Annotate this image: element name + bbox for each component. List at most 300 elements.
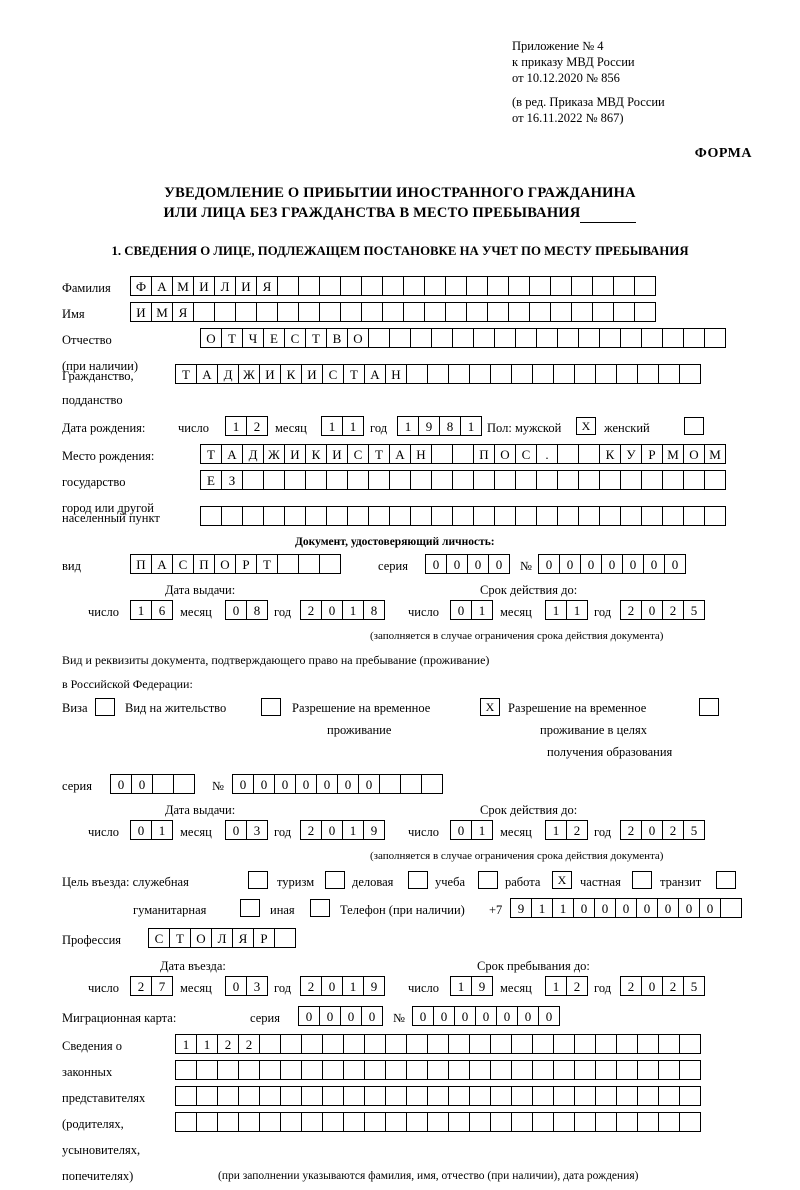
- form-cell[interactable]: [641, 470, 663, 490]
- permit-issue-month-cells[interactable]: [225, 820, 267, 840]
- form-cell[interactable]: [284, 470, 306, 490]
- form-cell[interactable]: 1: [397, 416, 419, 436]
- form-cell[interactable]: О: [214, 554, 236, 574]
- form-cell[interactable]: Н: [385, 364, 407, 384]
- form-cell[interactable]: [553, 1086, 575, 1106]
- form-cell[interactable]: Е: [263, 328, 285, 348]
- name-cells[interactable]: [130, 302, 655, 322]
- surname-cells[interactable]: [130, 276, 655, 296]
- form-cell[interactable]: [305, 470, 327, 490]
- form-cell[interactable]: 1: [342, 600, 364, 620]
- form-cell[interactable]: [427, 1060, 449, 1080]
- form-cell[interactable]: 1: [342, 416, 364, 436]
- form-cell[interactable]: [553, 364, 575, 384]
- form-cell[interactable]: 1: [342, 820, 364, 840]
- form-cell[interactable]: [578, 470, 600, 490]
- form-cell[interactable]: [389, 506, 411, 526]
- form-cell[interactable]: [599, 506, 621, 526]
- form-cell[interactable]: [221, 506, 243, 526]
- form-cell[interactable]: [368, 506, 390, 526]
- form-cell[interactable]: 1: [545, 820, 567, 840]
- legal-rep-row-4[interactable]: [175, 1112, 700, 1132]
- stay-month-cells[interactable]: [545, 976, 587, 996]
- form-cell[interactable]: Ж: [263, 444, 285, 464]
- form-cell[interactable]: [487, 276, 509, 296]
- form-cell[interactable]: 1: [196, 1034, 218, 1054]
- form-cell[interactable]: И: [193, 276, 215, 296]
- form-cell[interactable]: [578, 506, 600, 526]
- form-cell[interactable]: [515, 470, 537, 490]
- form-cell[interactable]: [536, 506, 558, 526]
- form-cell[interactable]: 0: [425, 554, 447, 574]
- form-cell[interactable]: [469, 1086, 491, 1106]
- form-cell[interactable]: [322, 1060, 344, 1080]
- form-cell[interactable]: 0: [321, 600, 343, 620]
- form-cell[interactable]: [473, 506, 495, 526]
- temp-residence-checkbox[interactable]: X: [480, 698, 500, 716]
- legal-rep-row-3[interactable]: [175, 1086, 700, 1106]
- form-cell[interactable]: [301, 1034, 323, 1054]
- form-cell[interactable]: [301, 1086, 323, 1106]
- form-cell[interactable]: [340, 276, 362, 296]
- form-cell[interactable]: [658, 1060, 680, 1080]
- form-cell[interactable]: [490, 1112, 512, 1132]
- form-cell[interactable]: [658, 1112, 680, 1132]
- form-cell[interactable]: [242, 506, 264, 526]
- form-cell[interactable]: 0: [295, 774, 317, 794]
- form-cell[interactable]: 2: [300, 820, 322, 840]
- form-cell[interactable]: [385, 1086, 407, 1106]
- visa-checkbox[interactable]: [95, 698, 115, 716]
- form-cell[interactable]: [217, 1060, 239, 1080]
- form-cell[interactable]: [322, 1112, 344, 1132]
- form-cell[interactable]: [469, 364, 491, 384]
- form-cell[interactable]: [511, 1112, 533, 1132]
- form-cell[interactable]: [452, 470, 474, 490]
- form-cell[interactable]: 5: [683, 976, 705, 996]
- form-cell[interactable]: [473, 470, 495, 490]
- residence-permit-checkbox[interactable]: [261, 698, 281, 716]
- form-cell[interactable]: [427, 1112, 449, 1132]
- form-cell[interactable]: 0: [657, 898, 679, 918]
- form-cell[interactable]: [431, 506, 453, 526]
- form-cell[interactable]: [557, 328, 579, 348]
- form-cell[interactable]: [662, 328, 684, 348]
- migration-number-cells[interactable]: [412, 1006, 559, 1026]
- form-cell[interactable]: [152, 774, 174, 794]
- form-cell[interactable]: [361, 302, 383, 322]
- form-cell[interactable]: Я: [256, 276, 278, 296]
- form-cell[interactable]: 0: [321, 976, 343, 996]
- doc-kind-cells[interactable]: [130, 554, 340, 574]
- form-cell[interactable]: [326, 506, 348, 526]
- form-cell[interactable]: А: [221, 444, 243, 464]
- form-cell[interactable]: [406, 1034, 428, 1054]
- form-cell[interactable]: А: [151, 276, 173, 296]
- form-cell[interactable]: [385, 1060, 407, 1080]
- entry-year-cells[interactable]: [300, 976, 384, 996]
- form-cell[interactable]: 0: [450, 600, 472, 620]
- form-cell[interactable]: [720, 898, 742, 918]
- form-cell[interactable]: 0: [641, 600, 663, 620]
- form-cell[interactable]: У: [620, 444, 642, 464]
- form-cell[interactable]: [298, 554, 320, 574]
- form-cell[interactable]: Л: [214, 276, 236, 296]
- form-cell[interactable]: [238, 1112, 260, 1132]
- doc-issue-month-cells[interactable]: [225, 600, 267, 620]
- form-cell[interactable]: [641, 328, 663, 348]
- form-cell[interactable]: [578, 444, 600, 464]
- form-cell[interactable]: [448, 1060, 470, 1080]
- form-cell[interactable]: [620, 328, 642, 348]
- form-cell[interactable]: [616, 1112, 638, 1132]
- form-cell[interactable]: 0: [636, 898, 658, 918]
- form-cell[interactable]: [340, 302, 362, 322]
- form-cell[interactable]: 1: [450, 976, 472, 996]
- patronymic-cells[interactable]: [200, 328, 725, 348]
- form-cell[interactable]: 0: [225, 600, 247, 620]
- form-cell[interactable]: [511, 364, 533, 384]
- form-cell[interactable]: 9: [363, 976, 385, 996]
- form-cell[interactable]: 2: [662, 820, 684, 840]
- form-cell[interactable]: [445, 302, 467, 322]
- form-cell[interactable]: З: [221, 470, 243, 490]
- purpose-other-checkbox[interactable]: [310, 899, 330, 917]
- birth-month-cells[interactable]: [321, 416, 363, 436]
- form-cell[interactable]: Р: [641, 444, 663, 464]
- form-cell[interactable]: [259, 1060, 281, 1080]
- form-cell[interactable]: [620, 470, 642, 490]
- permit-issue-year-cells[interactable]: [300, 820, 384, 840]
- form-cell[interactable]: [196, 1086, 218, 1106]
- form-cell[interactable]: [679, 364, 701, 384]
- form-cell[interactable]: И: [259, 364, 281, 384]
- form-cell[interactable]: [196, 1060, 218, 1080]
- doc-valid-month-cells[interactable]: [545, 600, 587, 620]
- form-cell[interactable]: 3: [246, 820, 268, 840]
- form-cell[interactable]: [343, 1112, 365, 1132]
- form-cell[interactable]: [532, 364, 554, 384]
- form-cell[interactable]: 0: [110, 774, 132, 794]
- form-cell[interactable]: 0: [316, 774, 338, 794]
- form-cell[interactable]: К: [305, 444, 327, 464]
- form-cell[interactable]: [175, 1112, 197, 1132]
- form-cell[interactable]: М: [704, 444, 726, 464]
- form-cell[interactable]: [616, 364, 638, 384]
- form-cell[interactable]: [364, 1112, 386, 1132]
- form-cell[interactable]: [536, 470, 558, 490]
- permit-issue-day-cells[interactable]: [130, 820, 172, 840]
- legal-rep-row-2[interactable]: [175, 1060, 700, 1080]
- form-cell[interactable]: 2: [620, 600, 642, 620]
- form-cell[interactable]: [277, 276, 299, 296]
- form-cell[interactable]: 0: [517, 1006, 539, 1026]
- form-cell[interactable]: 5: [683, 600, 705, 620]
- form-cell[interactable]: [343, 1086, 365, 1106]
- form-cell[interactable]: [658, 1034, 680, 1054]
- form-cell[interactable]: [400, 774, 422, 794]
- form-cell[interactable]: 1: [471, 820, 493, 840]
- sex-male-checkbox[interactable]: X: [576, 417, 596, 435]
- form-cell[interactable]: [679, 1112, 701, 1132]
- form-cell[interactable]: [599, 470, 621, 490]
- form-cell[interactable]: [683, 328, 705, 348]
- form-cell[interactable]: [274, 928, 296, 948]
- form-cell[interactable]: 2: [246, 416, 268, 436]
- form-cell[interactable]: [403, 302, 425, 322]
- form-cell[interactable]: [494, 328, 516, 348]
- form-cell[interactable]: [301, 1112, 323, 1132]
- form-cell[interactable]: [410, 506, 432, 526]
- form-cell[interactable]: [532, 1112, 554, 1132]
- form-cell[interactable]: [298, 302, 320, 322]
- form-cell[interactable]: [679, 1086, 701, 1106]
- form-cell[interactable]: С: [347, 444, 369, 464]
- citizenship-cells[interactable]: [175, 364, 700, 384]
- form-cell[interactable]: [511, 1034, 533, 1054]
- form-cell[interactable]: 0: [622, 554, 644, 574]
- form-cell[interactable]: 8: [439, 416, 461, 436]
- purpose-tourism-checkbox[interactable]: [325, 871, 345, 889]
- form-cell[interactable]: 1: [225, 416, 247, 436]
- form-cell[interactable]: [319, 554, 341, 574]
- form-cell[interactable]: [595, 1112, 617, 1132]
- form-cell[interactable]: Н: [410, 444, 432, 464]
- form-cell[interactable]: 0: [319, 1006, 341, 1026]
- form-cell[interactable]: [452, 506, 474, 526]
- form-cell[interactable]: [532, 1086, 554, 1106]
- form-cell[interactable]: [553, 1112, 575, 1132]
- form-cell[interactable]: 0: [538, 554, 560, 574]
- birth-year-cells[interactable]: [397, 416, 481, 436]
- form-cell[interactable]: Р: [253, 928, 275, 948]
- form-cell[interactable]: И: [130, 302, 152, 322]
- form-cell[interactable]: [382, 302, 404, 322]
- form-cell[interactable]: [298, 276, 320, 296]
- form-cell[interactable]: М: [662, 444, 684, 464]
- form-cell[interactable]: 0: [496, 1006, 518, 1026]
- form-cell[interactable]: [557, 444, 579, 464]
- form-cell[interactable]: [343, 1034, 365, 1054]
- form-cell[interactable]: [634, 276, 656, 296]
- form-cell[interactable]: 0: [601, 554, 623, 574]
- form-cell[interactable]: [637, 1086, 659, 1106]
- form-cell[interactable]: [529, 276, 551, 296]
- form-cell[interactable]: 1: [321, 416, 343, 436]
- form-cell[interactable]: С: [284, 328, 306, 348]
- form-cell[interactable]: 2: [662, 976, 684, 996]
- form-cell[interactable]: П: [193, 554, 215, 574]
- form-cell[interactable]: Т: [169, 928, 191, 948]
- form-cell[interactable]: [280, 1112, 302, 1132]
- form-cell[interactable]: 1: [566, 600, 588, 620]
- form-cell[interactable]: [599, 328, 621, 348]
- doc-series-cells[interactable]: [425, 554, 509, 574]
- form-cell[interactable]: [508, 276, 530, 296]
- form-cell[interactable]: [571, 276, 593, 296]
- form-cell[interactable]: [406, 1086, 428, 1106]
- form-cell[interactable]: [238, 1060, 260, 1080]
- form-cell[interactable]: [452, 444, 474, 464]
- form-cell[interactable]: [595, 1060, 617, 1080]
- form-cell[interactable]: Т: [200, 444, 222, 464]
- purpose-service-checkbox[interactable]: [248, 871, 268, 889]
- form-cell[interactable]: 0: [488, 554, 510, 574]
- form-cell[interactable]: [469, 1112, 491, 1132]
- form-cell[interactable]: 2: [662, 600, 684, 620]
- form-cell[interactable]: [193, 302, 215, 322]
- form-cell[interactable]: М: [151, 302, 173, 322]
- form-cell[interactable]: [452, 328, 474, 348]
- form-cell[interactable]: Т: [343, 364, 365, 384]
- form-cell[interactable]: [595, 1034, 617, 1054]
- form-cell[interactable]: [427, 364, 449, 384]
- form-cell[interactable]: Т: [368, 444, 390, 464]
- form-cell[interactable]: [620, 506, 642, 526]
- stay-day-cells[interactable]: [450, 976, 492, 996]
- form-cell[interactable]: 8: [363, 600, 385, 620]
- form-cell[interactable]: [322, 1086, 344, 1106]
- form-cell[interactable]: [368, 470, 390, 490]
- form-cell[interactable]: [277, 302, 299, 322]
- form-cell[interactable]: [515, 506, 537, 526]
- form-cell[interactable]: [637, 1112, 659, 1132]
- form-cell[interactable]: 1: [531, 898, 553, 918]
- form-cell[interactable]: 0: [433, 1006, 455, 1026]
- form-cell[interactable]: [406, 1112, 428, 1132]
- doc-number-cells[interactable]: [538, 554, 685, 574]
- form-cell[interactable]: [553, 1034, 575, 1054]
- form-cell[interactable]: 8: [246, 600, 268, 620]
- form-cell[interactable]: 2: [238, 1034, 260, 1054]
- form-cell[interactable]: [427, 1034, 449, 1054]
- form-cell[interactable]: [473, 328, 495, 348]
- edu-residence-checkbox[interactable]: [699, 698, 719, 716]
- purpose-private-checkbox[interactable]: [632, 871, 652, 889]
- form-cell[interactable]: П: [473, 444, 495, 464]
- form-cell[interactable]: [578, 328, 600, 348]
- form-cell[interactable]: [410, 470, 432, 490]
- form-cell[interactable]: Т: [221, 328, 243, 348]
- form-cell[interactable]: [431, 328, 453, 348]
- form-cell[interactable]: 0: [454, 1006, 476, 1026]
- purpose-work-checkbox[interactable]: X: [552, 871, 572, 889]
- form-cell[interactable]: С: [322, 364, 344, 384]
- purpose-humanitarian-checkbox[interactable]: [240, 899, 260, 917]
- form-cell[interactable]: 1: [545, 976, 567, 996]
- doc-issue-day-cells[interactable]: [130, 600, 172, 620]
- form-cell[interactable]: [662, 470, 684, 490]
- form-cell[interactable]: Т: [305, 328, 327, 348]
- form-cell[interactable]: [679, 1034, 701, 1054]
- form-cell[interactable]: 0: [131, 774, 153, 794]
- entry-month-cells[interactable]: [225, 976, 267, 996]
- form-cell[interactable]: [637, 364, 659, 384]
- form-cell[interactable]: [571, 302, 593, 322]
- form-cell[interactable]: [284, 506, 306, 526]
- form-cell[interactable]: 1: [130, 600, 152, 620]
- form-cell[interactable]: 0: [580, 554, 602, 574]
- form-cell[interactable]: 0: [340, 1006, 362, 1026]
- form-cell[interactable]: Д: [217, 364, 239, 384]
- form-cell[interactable]: 0: [225, 820, 247, 840]
- form-cell[interactable]: [322, 1034, 344, 1054]
- form-cell[interactable]: А: [151, 554, 173, 574]
- form-cell[interactable]: [704, 470, 726, 490]
- form-cell[interactable]: 9: [471, 976, 493, 996]
- doc-valid-year-cells[interactable]: [620, 600, 704, 620]
- form-cell[interactable]: [557, 470, 579, 490]
- form-cell[interactable]: В: [326, 328, 348, 348]
- form-cell[interactable]: О: [494, 444, 516, 464]
- form-cell[interactable]: И: [235, 276, 257, 296]
- form-cell[interactable]: [448, 364, 470, 384]
- form-cell[interactable]: [410, 328, 432, 348]
- form-cell[interactable]: 0: [615, 898, 637, 918]
- form-cell[interactable]: 2: [620, 976, 642, 996]
- form-cell[interactable]: 9: [510, 898, 532, 918]
- form-cell[interactable]: [217, 1086, 239, 1106]
- form-cell[interactable]: 0: [467, 554, 489, 574]
- form-cell[interactable]: [280, 1086, 302, 1106]
- form-cell[interactable]: 0: [446, 554, 468, 574]
- form-cell[interactable]: 6: [151, 600, 173, 620]
- form-cell[interactable]: [256, 302, 278, 322]
- form-cell[interactable]: [448, 1086, 470, 1106]
- form-cell[interactable]: Я: [172, 302, 194, 322]
- form-cell[interactable]: [529, 302, 551, 322]
- permit-valid-day-cells[interactable]: [450, 820, 492, 840]
- form-cell[interactable]: Т: [175, 364, 197, 384]
- form-cell[interactable]: [466, 302, 488, 322]
- phone-cells[interactable]: [510, 898, 741, 918]
- form-cell[interactable]: 0: [337, 774, 359, 794]
- form-cell[interactable]: [550, 302, 572, 322]
- form-cell[interactable]: [487, 302, 509, 322]
- form-cell[interactable]: 2: [300, 976, 322, 996]
- form-cell[interactable]: [616, 1034, 638, 1054]
- birthplace-settlement-cells[interactable]: [200, 506, 725, 526]
- form-cell[interactable]: [238, 1086, 260, 1106]
- form-cell[interactable]: [196, 1112, 218, 1132]
- permit-valid-month-cells[interactable]: [545, 820, 587, 840]
- form-cell[interactable]: [613, 276, 635, 296]
- form-cell[interactable]: [431, 444, 453, 464]
- form-cell[interactable]: И: [326, 444, 348, 464]
- form-cell[interactable]: [511, 1060, 533, 1080]
- form-cell[interactable]: [683, 470, 705, 490]
- form-cell[interactable]: [490, 1086, 512, 1106]
- form-cell[interactable]: 1: [151, 820, 173, 840]
- form-cell[interactable]: [511, 1086, 533, 1106]
- form-cell[interactable]: [319, 302, 341, 322]
- form-cell[interactable]: [326, 470, 348, 490]
- form-cell[interactable]: [406, 1060, 428, 1080]
- form-cell[interactable]: 1: [552, 898, 574, 918]
- form-cell[interactable]: О: [347, 328, 369, 348]
- form-cell[interactable]: [445, 276, 467, 296]
- form-cell[interactable]: [574, 1060, 596, 1080]
- form-cell[interactable]: [259, 1112, 281, 1132]
- form-cell[interactable]: [616, 1060, 638, 1080]
- doc-valid-day-cells[interactable]: [450, 600, 492, 620]
- form-cell[interactable]: [263, 470, 285, 490]
- form-cell[interactable]: 0: [232, 774, 254, 794]
- form-cell[interactable]: [637, 1060, 659, 1080]
- form-cell[interactable]: [490, 1034, 512, 1054]
- form-cell[interactable]: [424, 302, 446, 322]
- migration-series-cells[interactable]: [298, 1006, 382, 1026]
